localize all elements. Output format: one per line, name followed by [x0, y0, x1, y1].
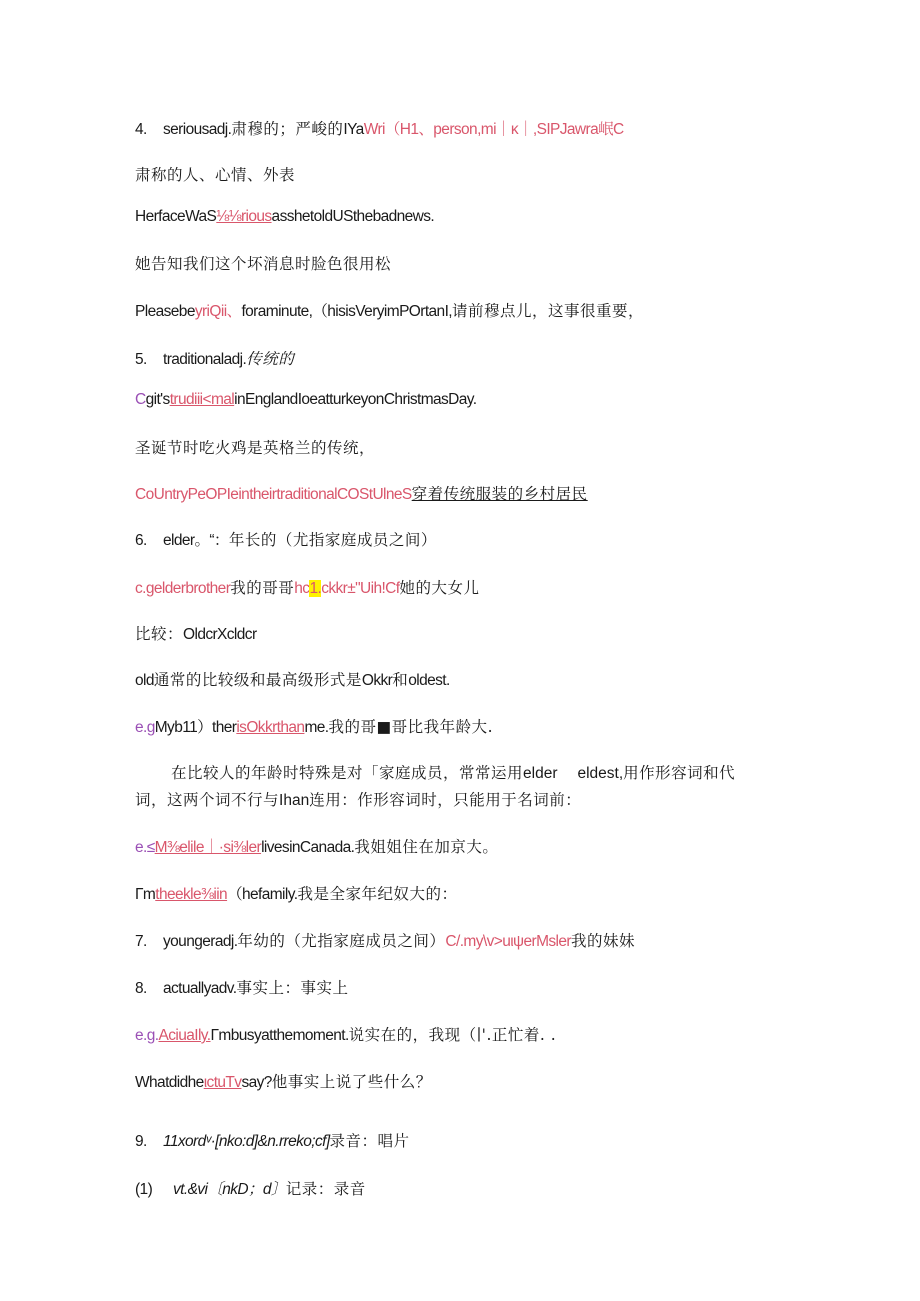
translation-line: 她告知我们这个坏消息时脸色很用松	[135, 255, 392, 273]
example-text: Myb11）ther	[154, 719, 237, 736]
entry-actually	[135, 976, 349, 998]
example-sentence	[135, 835, 498, 857]
translation: 我的哥哥	[230, 579, 295, 597]
entry-serious	[135, 117, 624, 139]
entry-elder	[135, 528, 437, 550]
note-text: old	[135, 672, 154, 689]
example-sentence	[135, 1070, 432, 1092]
example-sentence	[135, 482, 588, 504]
example-text: Γm	[135, 886, 156, 903]
garbled-text: C/.my\v>uιψerMsler	[445, 933, 571, 950]
paragraph-text: 在比较人的年龄时特殊是对「家庭成员，常常运用	[171, 764, 524, 782]
translation: 请前穆点儿，这事很重要，	[452, 302, 645, 320]
example-text: me.	[304, 719, 329, 736]
example-text: HerfaceWaS	[135, 208, 217, 225]
note-text: Okkr	[361, 672, 393, 689]
paragraph-text: Ihan	[279, 792, 310, 809]
translation: 我的妹妹	[570, 932, 635, 950]
headword: seriousadj.	[163, 121, 232, 138]
translation-line: 圣诞节时吃火鸡是英格兰的传统，	[135, 439, 376, 457]
keyword: ckkr±"Uih!Cf	[321, 580, 400, 597]
item-number: (1)	[135, 1181, 153, 1198]
garbled-text: Wri（H1、person,mi｜κ｜,SIPJawra岷C	[363, 121, 624, 138]
item-number: 8.	[135, 980, 147, 997]
example-text: foraminute,（hisisVeryimPOrtanI,	[241, 303, 452, 320]
keyword: ⅛⅛rious	[216, 208, 272, 225]
translation: 我是全家年纪奴大的：	[297, 885, 458, 903]
definition: 肃穆的；严峻的	[231, 120, 344, 138]
item-number: 4.	[135, 121, 147, 138]
definition-line: 肃称的人、心情、外表	[135, 166, 296, 184]
example-sentence	[135, 882, 457, 904]
example-text: say?	[241, 1074, 272, 1091]
headword: traditionaladj.	[163, 351, 247, 368]
keyword: ιctuTv	[203, 1074, 242, 1091]
translation: 我姐姐住在加京大。	[354, 838, 499, 856]
paragraph-text: 用作形容词和代	[623, 764, 736, 782]
definition: 年幼的（尤指家庭成员之间）	[237, 932, 446, 950]
translation: 穿着传统服装的乡村居民	[411, 485, 588, 503]
headword: vt.&vi〔nkD；d〕	[173, 1181, 286, 1198]
keyword: hc	[294, 580, 310, 597]
definition: 事实上：事实上	[236, 979, 349, 997]
example-text: （hefamily.	[227, 886, 298, 903]
paragraph-line-2	[135, 787, 785, 814]
comparison-line	[135, 622, 257, 644]
keyword: AciuaIly.	[158, 1027, 211, 1044]
example-sentence	[135, 299, 644, 321]
translation: 说实在的，我现（∣'.正忙着. .	[348, 1026, 557, 1044]
paragraph-text: elder	[523, 765, 558, 782]
definition: 录音：唱片	[329, 1132, 410, 1150]
example-text: Pleasebe	[135, 303, 195, 320]
translation: 我的哥■哥比我年龄大.	[328, 718, 494, 736]
headword: elder。“：	[163, 532, 229, 549]
keyword: trudiii<mal	[169, 391, 235, 408]
example-sentence	[135, 715, 493, 737]
paragraph-line-1	[135, 760, 785, 787]
highlighted-text: 1.	[309, 580, 322, 597]
example-marker: e.≤	[135, 839, 155, 856]
item-number: 5.	[135, 351, 147, 368]
example-marker: e.g	[135, 719, 155, 736]
paragraph-text: 词，这两个词不行与	[135, 791, 280, 809]
note-line	[135, 668, 450, 690]
entry-younger	[135, 929, 635, 951]
note-text: 和	[392, 671, 409, 689]
note-text: 通常的比较级和最高级形式是	[153, 671, 362, 689]
keyword: CoUntryPeOPIeintheirtraditionalCOStUlneS	[135, 486, 412, 503]
example-text: livesinCanada.	[261, 839, 355, 856]
headword: 11xordᵛ·[nko:d]&n.rreko;cf]	[163, 1133, 330, 1150]
example-sentence	[135, 1023, 556, 1045]
example-text: assheto	[271, 208, 322, 225]
entry-traditional	[135, 347, 294, 369]
example-text: Whatdidhe	[135, 1074, 204, 1091]
keyword: isOkkrthan	[236, 719, 305, 736]
paragraph-text: eldest,	[577, 765, 624, 782]
item-number: 9.	[135, 1133, 147, 1150]
example-sentence	[135, 576, 480, 598]
definition: 年长的（尤指家庭成员之间）	[228, 531, 437, 549]
phonetic: IYa	[343, 121, 364, 138]
example-marker: C	[135, 391, 146, 408]
item-number: 6.	[135, 532, 147, 549]
example-text: inEnglandIoeatturkeyonChristmasDay.	[234, 391, 477, 408]
label: 比较：	[135, 625, 184, 643]
example-sentence	[135, 391, 477, 409]
comparison-words: OldcrXcldcr	[183, 626, 257, 643]
keyword: yriQii、	[194, 303, 242, 320]
entry-record	[135, 1129, 410, 1151]
example-marker: e.g.	[135, 1027, 159, 1044]
example-text: Γmbusyatthemoment.	[210, 1027, 349, 1044]
translation: 他事实上说了些什么？	[271, 1073, 432, 1091]
explanation-paragraph	[135, 760, 785, 814]
definition: 记录：录音	[285, 1180, 366, 1198]
sub-entry	[135, 1177, 366, 1199]
note-text: oldest.	[408, 672, 450, 689]
paragraph-text: 连用：作形容词时，只能用于名词前：	[309, 791, 582, 809]
headword: youngeradj.	[163, 933, 238, 950]
translation: 她的大女儿	[399, 579, 480, 597]
keyword: M⅜elile｜·si⅜ler	[154, 839, 262, 856]
keyword: c.gelderbrother	[135, 580, 231, 597]
example-text: git's	[145, 391, 170, 408]
example-sentence	[135, 208, 434, 226]
example-text: ldUSthebadnews.	[321, 208, 435, 225]
headword: actuallyadv.	[163, 980, 237, 997]
definition: 传统的	[246, 350, 295, 368]
keyword: theekle⅜iin	[155, 886, 228, 903]
item-number: 7.	[135, 933, 147, 950]
